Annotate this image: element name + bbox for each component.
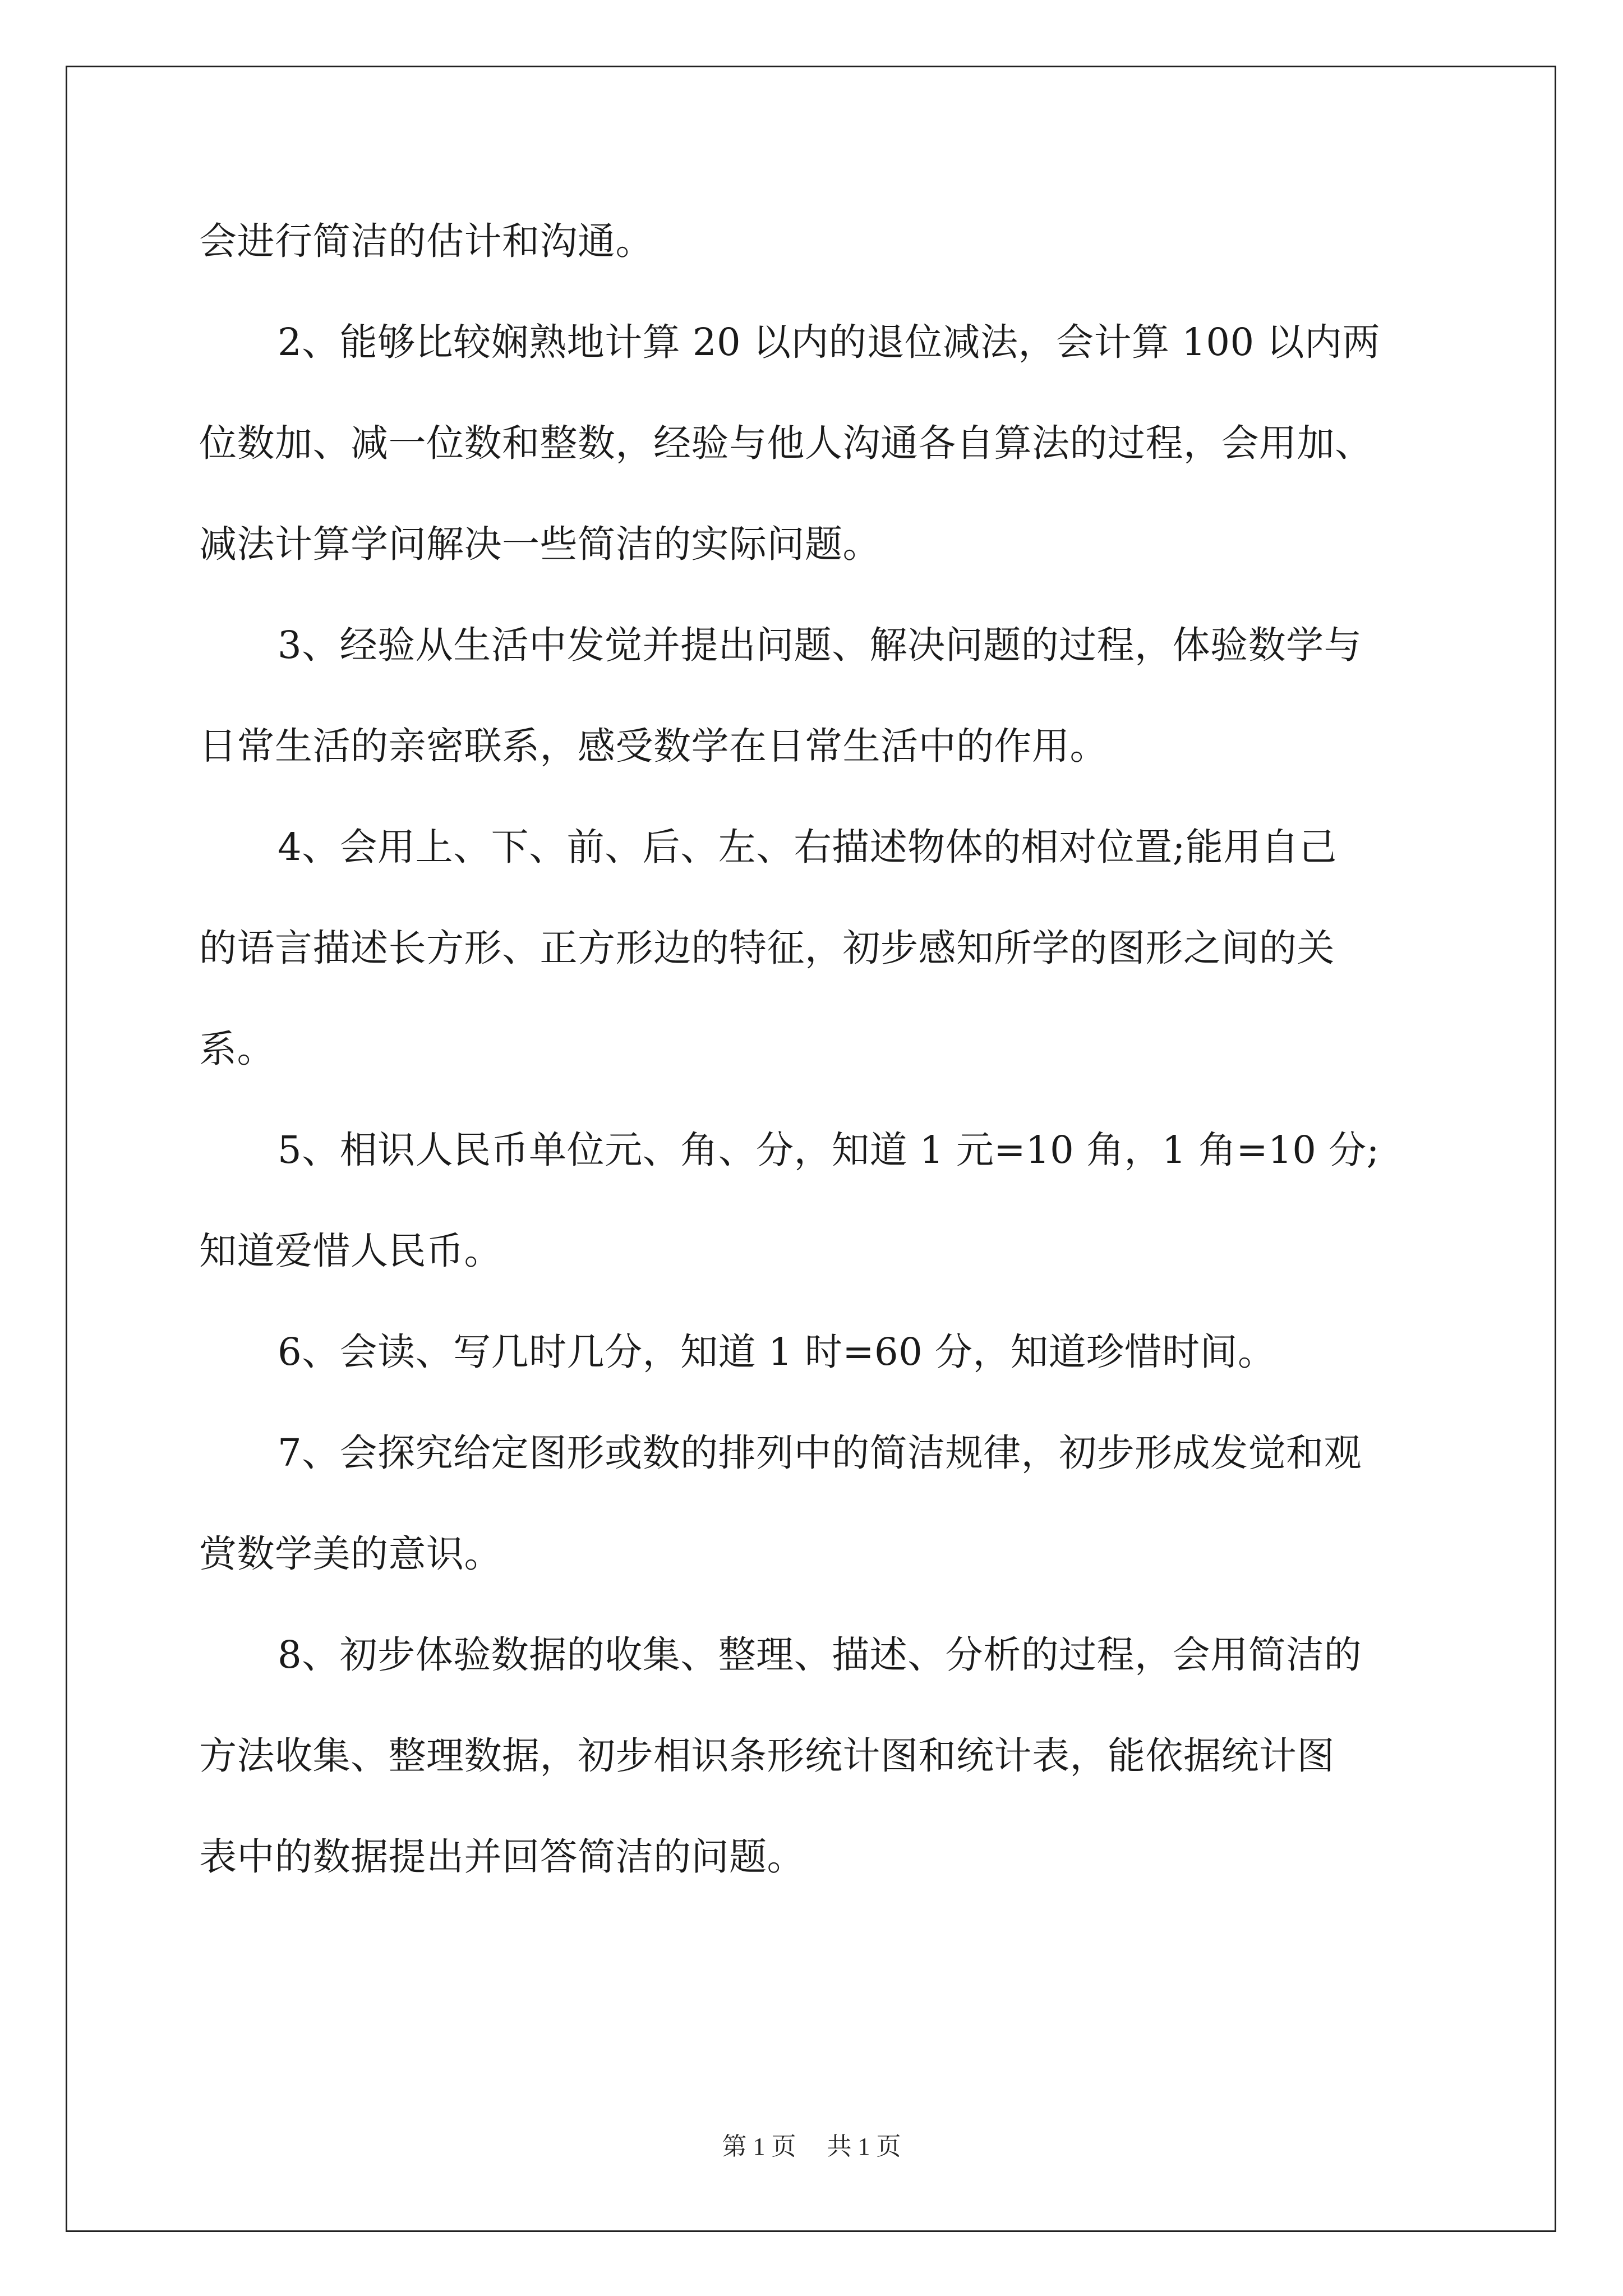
text-line: 2、能够比较娴熟地计算 20 以内的退位减法，会计算 100 以内两	[278, 320, 1380, 364]
page-total: 共 1 页	[827, 2133, 901, 2160]
text-line: 会进行简洁的估计和沟通。	[199, 219, 653, 263]
text-line: 6、会读、写几时几分，知道 1 时=60 分，知道珍惜时间。	[278, 1330, 1276, 1374]
text-line: 4、会用上、下、前、后、左、右描述物体的相对位置;能用自己	[278, 825, 1337, 869]
text-line: 系。	[199, 1027, 275, 1071]
text-line: 表中的数据提出并回答简洁的问题。	[199, 1835, 805, 1879]
text-line: 知道爱惜人民币。	[199, 1229, 502, 1273]
page-number: 第 1 页	[722, 2133, 796, 2160]
text-line: 5、相识人民币单位元、角、分，知道 1 元=10 角，1 角=10 分;	[278, 1128, 1380, 1172]
text-line: 位数加、减一位数和整数，经验与他人沟通各自算法的过程，会用加、	[199, 421, 1373, 465]
page-footer	[0, 2126, 1623, 2162]
text-line: 方法收集、整理数据，初步相识条形统计图和统计表，能依据统计图	[199, 1734, 1335, 1778]
text-line: 的语言描述长方形、正方形边的特征，初步感知所学的图形之间的关	[199, 926, 1335, 970]
text-line: 减法计算学问解决一些简洁的实际问题。	[199, 522, 880, 566]
text-line: 7、会探究给定图形或数的排列中的简洁规律，初步形成发觉和观	[278, 1431, 1362, 1475]
text-line: 8、初步体验数据的收集、整理、描述、分析的过程，会用简洁的	[278, 1633, 1362, 1677]
text-line: 3、经验从生活中发觉并提出问题、解决问题的过程，体验数学与	[278, 623, 1362, 667]
text-line: 日常生活的亲密联系，感受数学在日常生活中的作用。	[199, 724, 1108, 768]
text-line: 赏数学美的意识。	[199, 1532, 502, 1576]
